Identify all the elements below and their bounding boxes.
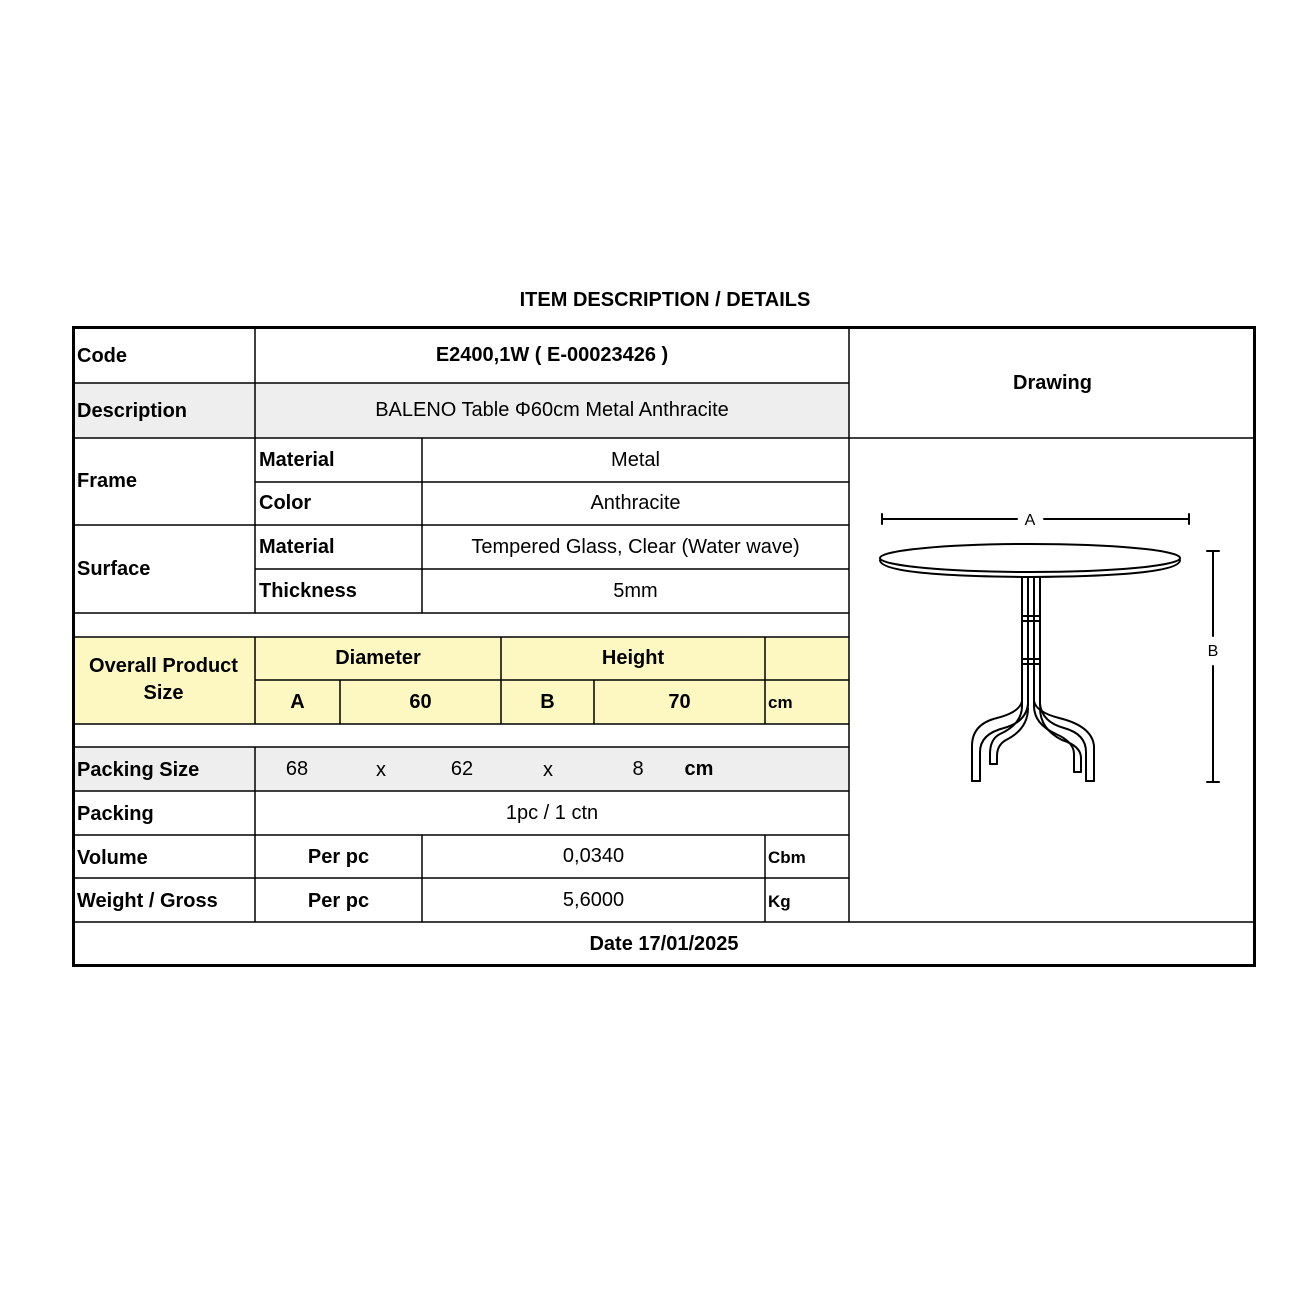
diameter-value: 60 bbox=[409, 691, 432, 713]
packing-size-x2: x bbox=[543, 759, 553, 781]
volume-per: Per pc bbox=[307, 846, 370, 868]
packing-size-height: 8 bbox=[632, 758, 644, 780]
drawing-header: Drawing bbox=[1013, 372, 1092, 394]
drawing-label-a: A bbox=[1024, 512, 1036, 529]
height-label: Height bbox=[601, 647, 665, 669]
drawing-label-b: B bbox=[1207, 643, 1219, 660]
frame-color-value: Anthracite bbox=[590, 492, 681, 514]
weight-label: Weight / Gross bbox=[77, 890, 218, 912]
surface-thickness-label: Thickness bbox=[259, 580, 357, 602]
weight-value: 5,6000 bbox=[562, 889, 625, 911]
weight-unit: Kg bbox=[768, 892, 791, 911]
volume-unit: Cbm bbox=[768, 848, 806, 867]
overall-size-label-line2: Size bbox=[143, 682, 184, 704]
packing-size-label: Packing Size bbox=[77, 759, 200, 781]
frame-material-label: Material bbox=[259, 449, 335, 471]
size-unit: cm bbox=[768, 693, 793, 712]
code-value: E2400,1W ( E-00023426 ) bbox=[435, 344, 669, 366]
surface-material-value: Tempered Glass, Clear (Water wave) bbox=[471, 536, 800, 558]
packing-size-unit: cm bbox=[684, 758, 714, 780]
frame-color-label: Color bbox=[259, 492, 312, 514]
frame-label: Frame bbox=[77, 470, 138, 492]
code-label: Code bbox=[77, 345, 127, 367]
packing-size-x1: x bbox=[376, 759, 386, 781]
date-footer: Date 17/01/2025 bbox=[589, 933, 739, 955]
description-label: Description bbox=[77, 400, 188, 422]
volume-value: 0,0340 bbox=[562, 845, 625, 867]
volume-label: Volume bbox=[77, 847, 148, 869]
packing-size-length: 68 bbox=[285, 758, 309, 780]
overall-size-label-line1: Overall Product bbox=[89, 655, 238, 677]
document-title: ITEM DESCRIPTION / DETAILS bbox=[519, 289, 811, 311]
weight-per: Per pc bbox=[307, 890, 370, 912]
description-value: BALENO Table Φ60cm Metal Anthracite bbox=[375, 399, 729, 421]
item-details-sheet bbox=[72, 326, 1256, 967]
packing-size-width: 62 bbox=[450, 758, 474, 780]
frame-material-value: Metal bbox=[611, 449, 660, 471]
surface-label: Surface bbox=[77, 558, 151, 580]
packing-label: Packing bbox=[77, 803, 154, 825]
diameter-symbol-a: A bbox=[290, 691, 305, 713]
diameter-label: Diameter bbox=[335, 647, 421, 669]
packing-value: 1pc / 1 ctn bbox=[505, 802, 599, 824]
table-drawing bbox=[872, 496, 1256, 796]
height-value: 70 bbox=[668, 691, 691, 713]
surface-thickness-value: 5mm bbox=[613, 580, 658, 602]
surface-material-label: Material bbox=[259, 536, 335, 558]
height-symbol-b: B bbox=[540, 691, 555, 713]
